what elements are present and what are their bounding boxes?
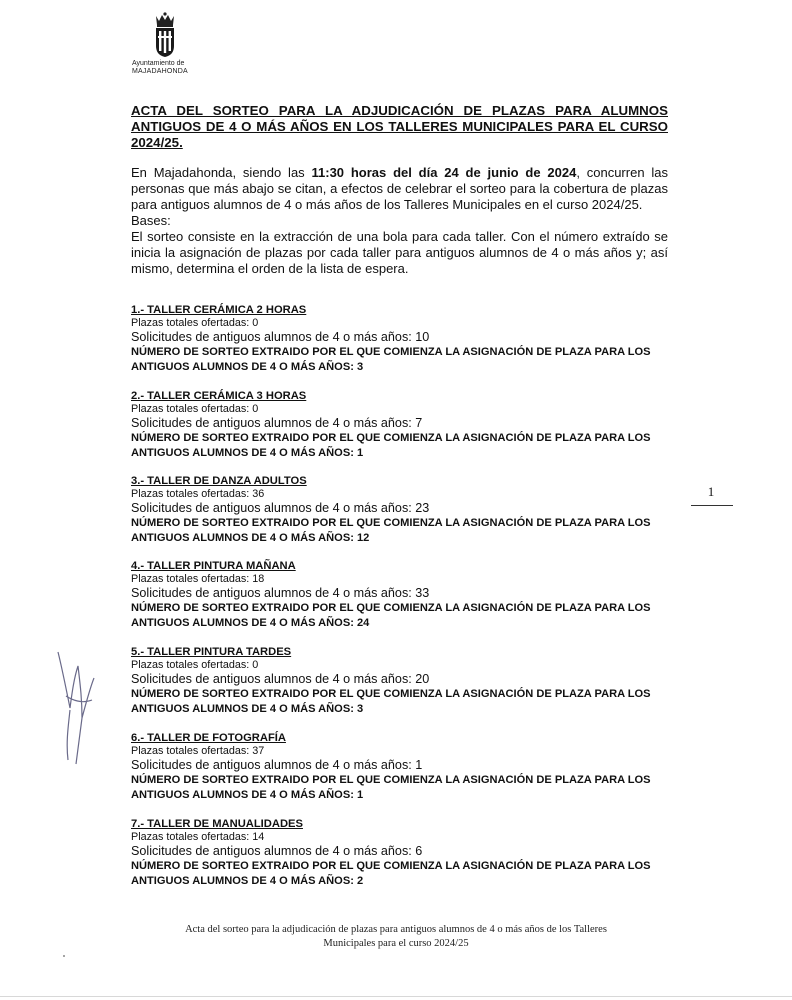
plazas-line <box>131 488 691 501</box>
numero-label: NÚMERO DE SORTEO EXTRAIDO POR EL QUE COMIENZA LA ASIGNACIÓN DE PLAZA PARA LOS ANTIGUOS ALUMNOS DE 4 O MÁS AÑOS: <box>131 774 651 801</box>
solicitudes-value: 10 <box>415 330 430 344</box>
plazas-line <box>131 659 691 672</box>
taller-section <box>131 645 691 717</box>
taller-title: 2.- TALLER CERÁMICA 3 HORAS <box>131 390 307 402</box>
scan-edge-line <box>0 996 792 997</box>
numero-line <box>131 687 691 717</box>
solicitudes-line <box>131 330 691 345</box>
solicitudes-label: Solicitudes de antiguos alumnos de 4 o más años: <box>131 672 416 686</box>
plazas-value: 37 <box>252 745 265 757</box>
solicitudes-label: Solicitudes de antiguos alumnos de 4 o más años: <box>131 330 416 344</box>
solicitudes-label: Solicitudes de antiguos alumnos de 4 o más años: <box>131 416 416 430</box>
numero-value: 12 <box>357 532 370 544</box>
plazas-label: Plazas totales ofertadas: <box>131 317 253 329</box>
numero-value: 1 <box>357 789 364 801</box>
numero-value: 3 <box>357 361 364 373</box>
solicitudes-line <box>131 586 691 601</box>
plazas-line <box>131 831 691 844</box>
numero-label: NÚMERO DE SORTEO EXTRAIDO POR EL QUE COMIENZA LA ASIGNACIÓN DE PLAZA PARA LOS ANTIGUOS ALUMNOS DE 4 O MÁS AÑOS: <box>131 688 651 715</box>
plazas-value: 14 <box>252 831 265 843</box>
taller-title: 5.- TALLER PINTURA TARDES <box>131 646 292 658</box>
coat-of-arms-icon <box>150 12 180 58</box>
plazas-line <box>131 403 691 416</box>
solicitudes-line <box>131 416 691 431</box>
numero-value: 1 <box>357 447 364 459</box>
solicitudes-value: 1 <box>415 758 423 772</box>
numero-label: NÚMERO DE SORTEO EXTRAIDO POR EL QUE COMIENZA LA ASIGNACIÓN DE PLAZA PARA LOS ANTIGUOS ALUMNOS DE 4 O MÁS AÑOS: <box>131 346 651 373</box>
solicitudes-value: 6 <box>415 844 423 858</box>
solicitudes-value: 23 <box>415 501 430 515</box>
numero-value: 3 <box>357 703 364 715</box>
page-number-rule <box>691 505 733 506</box>
plazas-line <box>131 745 691 758</box>
document-title: ACTA DEL SORTEO PARA LA ADJUDICACIÓN DE PLAZAS PARA ALUMNOS ANTIGUOS DE 4 O MÁS AÑOS EN LOS TALLERES MUNICIPALES PARA EL CURSO 2024/25. <box>131 103 668 150</box>
solicitudes-line <box>131 672 691 687</box>
solicitudes-label: Solicitudes de antiguos alumnos de 4 o más años: <box>131 501 416 515</box>
plazas-label: Plazas totales ofertadas: <box>131 573 253 585</box>
logo-text-line1: Ayuntamiento de <box>132 60 185 67</box>
plazas-label: Plazas totales ofertadas: <box>131 403 253 415</box>
taller-section <box>131 559 691 631</box>
taller-section <box>131 303 691 375</box>
plazas-label: Plazas totales ofertadas: <box>131 745 253 757</box>
numero-value: 24 <box>357 617 370 629</box>
solicitudes-line <box>131 758 691 773</box>
numero-line <box>131 345 691 375</box>
logo <box>132 12 212 76</box>
solicitudes-value: 7 <box>415 416 423 430</box>
solicitudes-label: Solicitudes de antiguos alumnos de 4 o más años: <box>131 758 416 772</box>
numero-line <box>131 601 691 631</box>
intro-text-pre: En Majadahonda, siendo las <box>131 165 312 180</box>
page-footer <box>120 923 672 951</box>
footer-line2: Municipales para el curso 2024/25 <box>323 938 469 949</box>
numero-label: NÚMERO DE SORTEO EXTRAIDO POR EL QUE COMIENZA LA ASIGNACIÓN DE PLAZA PARA LOS ANTIGUOS ALUMNOS DE 4 O MÁS AÑOS: <box>131 517 651 544</box>
taller-section <box>131 389 691 461</box>
solicitudes-line <box>131 844 691 859</box>
solicitudes-label: Solicitudes de antiguos alumnos de 4 o más años: <box>131 844 416 858</box>
taller-section <box>131 817 691 889</box>
solicitudes-label: Solicitudes de antiguos alumnos de 4 o más años: <box>131 586 416 600</box>
plazas-line <box>131 573 691 586</box>
signature <box>52 648 100 768</box>
footer-line1: Acta del sorteo para la adjudicación de plazas para antiguos alumnos de 4 o más años de los Talleres <box>185 924 607 935</box>
taller-title: 6.- TALLER DE FOTOGRAFÍA <box>131 732 286 744</box>
numero-line <box>131 516 691 546</box>
taller-section <box>131 474 691 546</box>
numero-value: 2 <box>357 875 364 887</box>
plazas-value: 0 <box>252 317 259 329</box>
page-number: 1 <box>707 484 715 499</box>
solicitudes-value: 20 <box>415 672 430 686</box>
intro-text-post: , concurren las personas que más abajo se citan, a efectos de celebrar el sorteo para la cobertura de plazas para antiguos alumnos de 4 o más años de los Talleres Municipales en el curso 2024/25. <box>131 165 668 212</box>
taller-title: 7.- TALLER DE MANUALIDADES <box>131 818 303 830</box>
plazas-value: 0 <box>252 403 259 415</box>
solicitudes-value: 33 <box>415 586 430 600</box>
plazas-label: Plazas totales ofertadas: <box>131 659 253 671</box>
numero-line <box>131 773 691 803</box>
plazas-value: 36 <box>252 488 265 500</box>
plazas-line <box>131 317 691 330</box>
plazas-label: Plazas totales ofertadas: <box>131 488 253 500</box>
numero-line <box>131 859 691 889</box>
intro-paragraph <box>131 165 668 213</box>
numero-label: NÚMERO DE SORTEO EXTRAIDO POR EL QUE COMIENZA LA ASIGNACIÓN DE PLAZA PARA LOS ANTIGUOS ALUMNOS DE 4 O MÁS AÑOS: <box>131 860 651 887</box>
plazas-value: 0 <box>252 659 259 671</box>
taller-title: 1.- TALLER CERÁMICA 2 HORAS <box>131 304 307 316</box>
bases-label: Bases: <box>131 213 171 228</box>
taller-title: 4.- TALLER PINTURA MAÑANA <box>131 560 296 572</box>
plazas-label: Plazas totales ofertadas: <box>131 831 253 843</box>
numero-label: NÚMERO DE SORTEO EXTRAIDO POR EL QUE COMIENZA LA ASIGNACIÓN DE PLAZA PARA LOS ANTIGUOS ALUMNOS DE 4 O MÁS AÑOS: <box>131 432 651 459</box>
scan-mark <box>63 955 65 957</box>
numero-label: NÚMERO DE SORTEO EXTRAIDO POR EL QUE COMIENZA LA ASIGNACIÓN DE PLAZA PARA LOS ANTIGUOS ALUMNOS DE 4 O MÁS AÑOS: <box>131 602 651 629</box>
logo-text-line2: MAJADAHONDA <box>132 68 188 75</box>
plazas-value: 18 <box>252 573 265 585</box>
taller-section <box>131 731 691 803</box>
bases-text: El sorteo consiste en la extracción de una bola para cada taller. Con el número extraído se inicia la asignación de plazas por cada taller para antiguos alumnos de 4 o más años y; así mismo, determina el orden de la lista de espera. <box>131 229 668 276</box>
intro-block <box>131 165 668 277</box>
intro-date-time: 11:30 horas del día 24 de junio de 2024 <box>311 165 577 180</box>
solicitudes-line <box>131 501 691 516</box>
numero-line <box>131 431 691 461</box>
taller-title: 3.- TALLER DE DANZA ADULTOS <box>131 475 307 487</box>
